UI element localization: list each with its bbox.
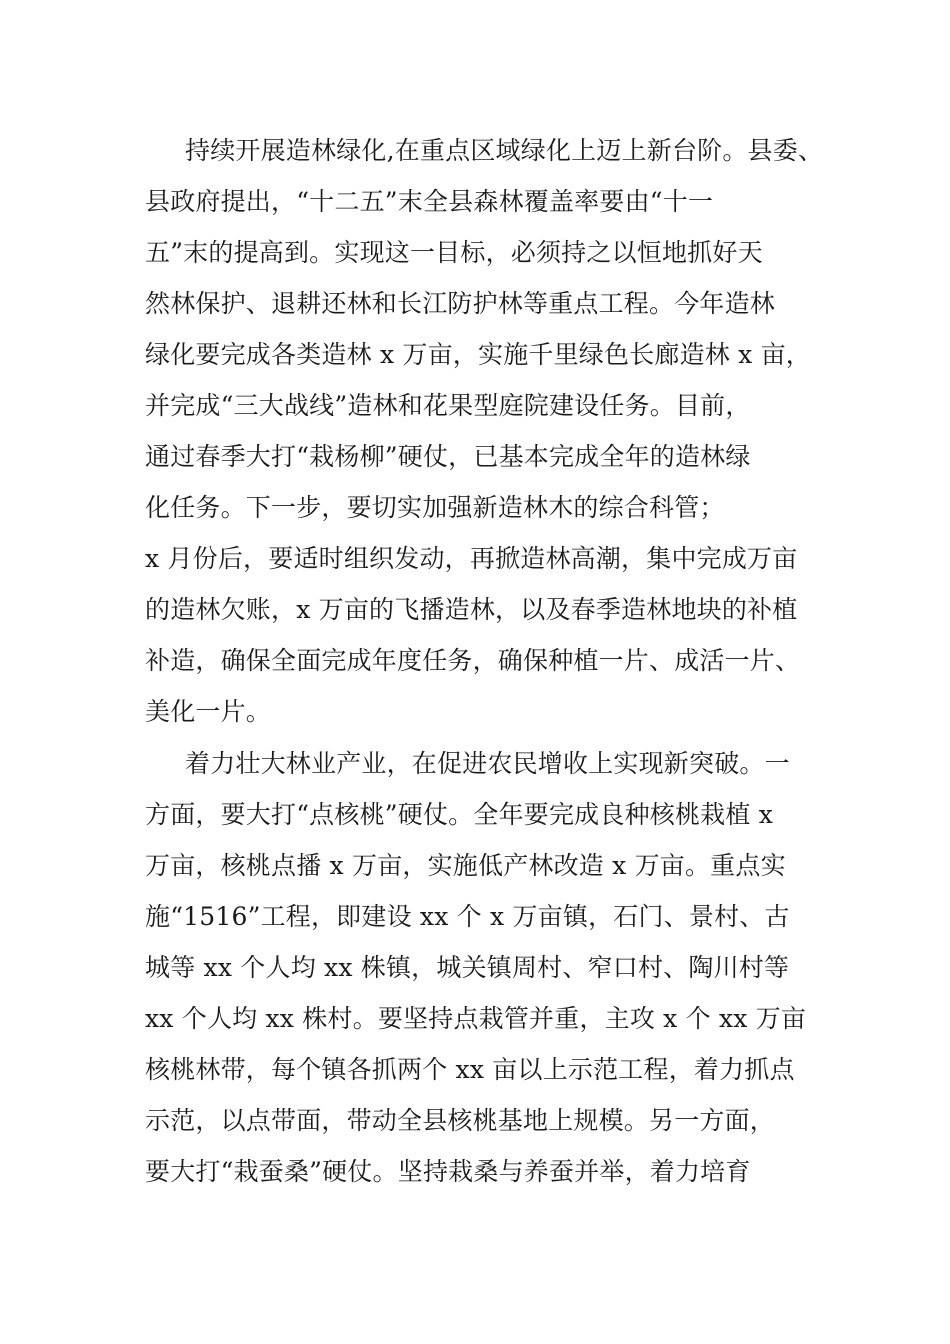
paragraph-forestry-industry [145, 744, 825, 1203]
paragraph-afforestation [145, 131, 825, 743]
paragraph-line: 绿化要完成各类造林 x 万亩，实施千里绿色长廊造林 x 亩， [145, 340, 811, 369]
paragraph-line: x 月份后，要适时组织发动，再掀造林高潮，集中完成万亩 [145, 544, 798, 573]
paragraph-line: 并完成“三大战线”造林和花果型庭院建设任务。目前， [145, 391, 751, 420]
paragraph-line: 方面，要大打“点核桃”硬仗。全年要完成良种核桃栽植 x [145, 800, 774, 829]
paragraph-line: 五”末的提高到。实现这一目标，必须持之以恒地抓好天 [145, 238, 763, 267]
paragraph-line: 持续开展造林绿化,在重点区域绿化上迈上新台阶。县委、 [185, 136, 824, 165]
paragraph-line: 的造林欠账，x 万亩的飞播造林，以及春季造林地块的补植 [145, 595, 798, 624]
paragraph-line: 县政府提出，“十二五”末全县森林覆盖率要由“十一 [145, 187, 714, 216]
paragraph-line: 美化一片。 [145, 697, 272, 726]
paragraph-line: 然林保护、退耕还林和长江防护林等重点工程。今年造林 [145, 289, 776, 318]
paragraph-line: 化任务。下一步，要切实加强新造林木的综合科管； [145, 493, 725, 522]
paragraph-line: 施“1516”工程，即建设 xx 个 x 万亩镇，石门、景村、古 [145, 902, 790, 931]
paragraph-line: 补造，确保全面完成年度任务，确保种植一片、成活一片、 [145, 646, 801, 675]
paragraph-line: 示范，以点带面，带动全县核桃基地上规模。另一方面， [145, 1106, 776, 1135]
paragraph-line: 要大打“栽蚕桑”硬仗。坚持栽桑与养蚕并举，着力培育 [145, 1157, 751, 1186]
paragraph-line: 城等 xx 个人均 xx 株镇，城关镇周村、窄口村、陶川村等 [145, 953, 790, 982]
paragraph-line: xx 个人均 xx 株村。要坚持点栽管并重，主攻 x 个 xx 万亩 [145, 1004, 807, 1033]
paragraph-line: 着力壮大林业产业，在促进农民增收上实现新突破。一 [185, 749, 790, 778]
paragraph-line: 核桃林带，每个镇各抓两个 xx 亩以上示范工程，着力抓点 [145, 1055, 795, 1084]
paragraph-line: 万亩，核桃点播 x 万亩，实施低产林改造 x 万亩。重点实 [145, 851, 786, 880]
paragraph-line: 通过春季大打“栽杨柳”硬仗，已基本完成全年的造林绿 [145, 442, 751, 471]
